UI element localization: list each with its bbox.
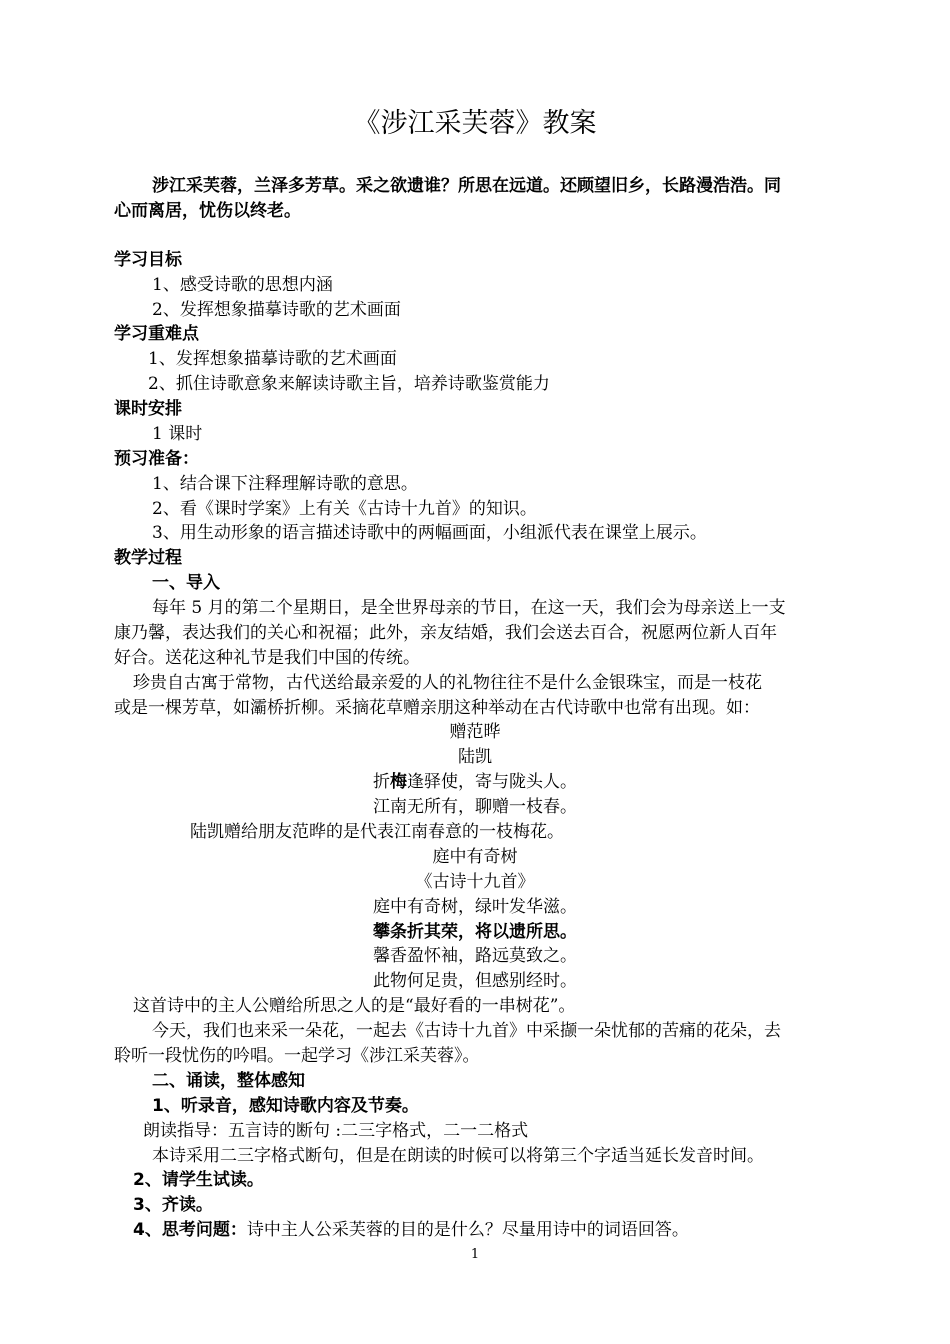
goal-item: 1、感受诗歌的思想内涵 [152, 275, 333, 295]
intro-paragraph-line: 或是一棵芳草，如灞桥折柳。采摘花草赠亲朋这种举动在古代诗歌中也常有出现。如： [114, 698, 760, 718]
poem2-line-2: 攀条折其荣，将以遗所思。 [373, 922, 577, 942]
step-listen: 1、听录音，感知诗歌内容及节奏。 [152, 1096, 419, 1116]
section-2-heading: 二、诵读，整体感知 [152, 1071, 305, 1091]
section-1-heading: 一、导入 [152, 573, 220, 593]
key-point-item: 1、发挥想象描摹诗歌的艺术画面 [148, 349, 397, 369]
poem2-author: 《古诗十九首》 [415, 872, 535, 892]
intro-paragraph-line: 好合。送花这种礼节是我们中国的传统。 [114, 648, 420, 668]
poem2-title: 庭中有奇树 [432, 847, 518, 867]
poem-line-1: 涉江采芙蓉，兰泽多芳草。采之欲遗谁？所思在远道。还顾望旧乡，长路漫浩浩。同 [152, 176, 781, 196]
schedule-heading: 课时安排 [114, 399, 182, 419]
key-points-heading: 学习重难点 [114, 324, 199, 344]
reading-guide-detail: 本诗采用二三字格式断句，但是在朗读的时候可以将第三个字适当延长发音时间。 [152, 1146, 764, 1166]
schedule-value: 1 课时 [152, 424, 203, 444]
intro-paragraph-line: 康乃馨，表达我们的关心和祝福；此外，亲友结婚，我们会送去百合，祝愿两位新人百年 [114, 623, 777, 643]
poem1-title: 赠范晔 [449, 722, 501, 742]
key-point-item: 2、抓住诗歌意象来解读诗歌主旨，培养诗歌鉴赏能力 [148, 374, 550, 394]
goal-item: 2、发挥想象描摹诗歌的艺术画面 [152, 300, 401, 320]
poem-line-2: 心而离居，忧伤以终老。 [114, 201, 301, 221]
poem2-line-4: 此物何足贵，但感别经时。 [373, 971, 577, 991]
transition-paragraph-line: 今天，我们也来采一朵花，一起去《古诗十九首》中采撷一朵忧郁的苦痛的花朵，去 [152, 1021, 781, 1041]
goals-heading: 学习目标 [114, 250, 182, 270]
step-try-read: 2、请学生试读。 [133, 1170, 264, 1190]
poem1-line-1: 折梅逢驿使，寄与陇头人。 [373, 772, 577, 792]
process-heading: 教学过程 [114, 548, 182, 568]
reading-guide: 朗读指导：五言诗的断句 :二三字格式，二一二格式 [143, 1121, 529, 1141]
poem2-line-3: 馨香盈怀袖，路远莫致之。 [373, 946, 577, 966]
preview-item: 2、看《课时学案》上有关《古诗十九首》的知识。 [152, 499, 537, 519]
preview-heading: 预习准备： [114, 449, 199, 469]
preview-item: 1、结合课下注释理解诗歌的意思。 [152, 474, 418, 494]
poem1-note: 陆凯赠给朋友范晔的是代表江南春意的一枝梅花。 [190, 822, 564, 842]
page-title: 《涉江采芙蓉》教案 [353, 108, 597, 139]
poem2-line-1: 庭中有奇树，绿叶发华滋。 [373, 897, 577, 917]
step-read-together: 3、齐读。 [133, 1195, 213, 1215]
poem1-author: 陆凯 [458, 747, 492, 767]
intro-paragraph-line: 珍贵自古寓于常物，古代送给最亲爱的人的礼物往往不是什么金银珠宝，而是一枝花 [133, 673, 762, 693]
step-question: 4、思考问题：诗中主人公采芙蓉的目的是什么？尽量用诗中的词语回答。 [133, 1220, 689, 1240]
intro-paragraph-line: 每年 5 月的第二个星期日，是全世界母亲的节日，在这一天，我们会为母亲送上一支 [152, 598, 786, 618]
poem1-line-2: 江南无所有，聊赠一枝春。 [373, 797, 577, 817]
transition-paragraph-line: 聆听一段忧伤的吟唱。一起学习《涉江采芙蓉》。 [114, 1046, 480, 1066]
page-number: 1 [470, 1247, 480, 1262]
preview-item: 3、用生动形象的语言描述诗歌中的两幅画面，小组派代表在课堂上展示。 [152, 523, 707, 543]
poem2-note: 这首诗中的主人公赠给所思之人的是“最好看的一串树花”。 [133, 996, 576, 1016]
